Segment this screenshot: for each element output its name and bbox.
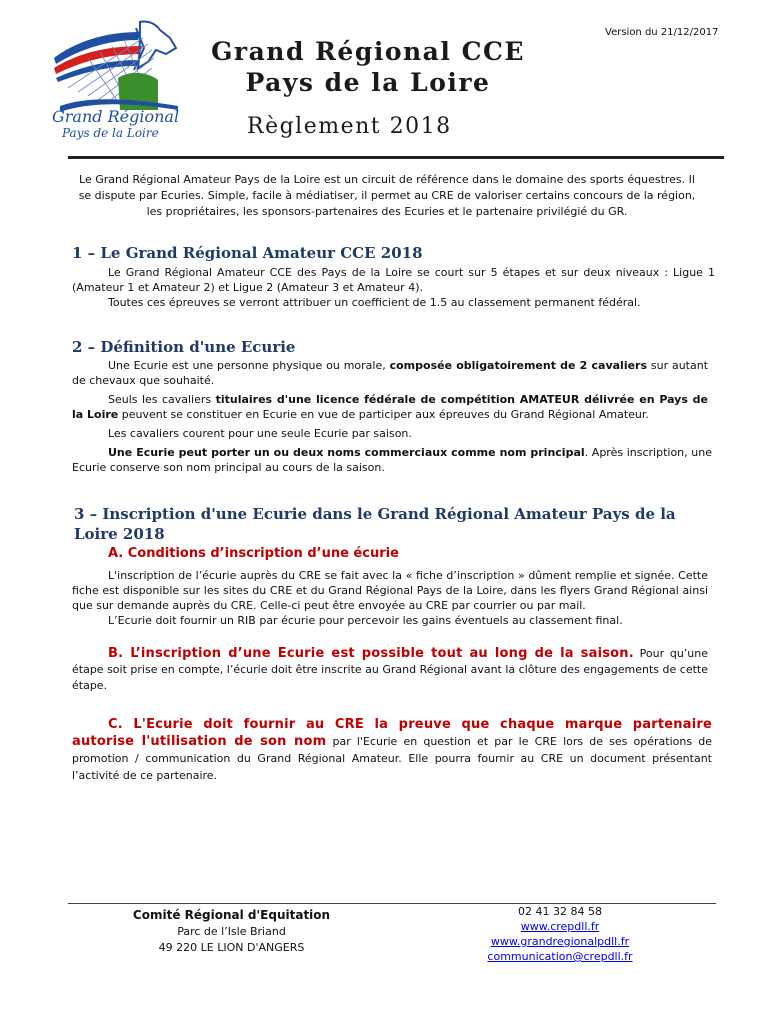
footer-email-link[interactable]: communication@crepdll.fr [487,950,633,963]
document-title [198,36,538,98]
footer-contact [460,904,660,964]
document-subtitle: Règlement 2018 [247,114,452,139]
section-3-heading: 3 – Inscription d'une Ecurie dans le Grand Régional Amateur Pays de la Loire 2018 [74,505,676,543]
section-2-heading: 2 – Définition d'une Ecurie [72,338,296,356]
footer-address-line-2: 49 220 LE LION D'ANGERS [158,941,305,954]
footer-org-name: Comité Régional d'Equitation [132,908,331,922]
version-date: Version du 21/12/2017 [605,27,719,38]
intro-paragraph: Le Grand Régional Amateur Pays de la Loire est un circuit de référence dans le domaine des sports équestres. Il se dispute par Ecuries. Simple, facile à médiatiser, il permet au CRE de valoriser certains concours de la région, les propriétaires, les sponsors-partenaires des Ecuries et le partenaire privilégié du GR. [78,173,696,218]
logo-text-line2: Pays de la Loire [62,126,159,140]
section-3a-paragraph-2: L’Ecurie doit fournir un RIB par écurie pour percevoir les gains éventuels au classement final. [108,614,623,627]
footer-link-grandregional[interactable]: www.grandregionalpdll.fr [490,935,630,948]
logo-text-line1: Grand Régional [52,107,180,126]
section-3c-paragraph: C. L'Ecurie doit fournir au CRE la preuve que chaque marque partenaire autorise l'utilisation de son nom par l'Ecurie en question et par le CRE lors de ses opérations de promotion / communication du Grand Régional Amateur. Elle pourra fournir au CRE un document présentant l’activité de ce partenaire. [72,717,713,782]
footer-address-line-1: Parc de l’Isle Briand [177,925,286,938]
footer-address [104,906,359,956]
section-2-paragraph-3: Les cavaliers courent pour une seule Ecurie par saison. [108,427,412,440]
section-2-paragraph-1: Une Ecurie est une personne physique ou morale, composée obligatoirement de 2 cavaliers sur autant de chevaux que souhaité. [72,359,709,387]
footer-phone: 02 41 32 84 58 [518,905,602,918]
title-line-1: Grand Régional CCE [211,37,525,66]
section-3b-paragraph: B. L’inscription d’une Ecurie est possible tout au long de la saison. Pour qu’une étape soit prise en compte, l’écurie doit être inscrite au Grand Régional avant la clôture des engagements de cette étape. [72,646,708,692]
section-3a-heading: A. Conditions d’inscription d’une écurie [108,546,399,561]
section-2-paragraph-2: Seuls les cavaliers titulaires d'une licence fédérale de compétition AMATEUR délivrée en Pays de la Loire peuvent se constituer en Ecurie en vue de participer aux épreuves du Grand Régional Amateur. [72,393,708,421]
section-1-heading: 1 – Le Grand Régional Amateur CCE 2018 [72,244,423,262]
grand-regional-logo [48,18,198,140]
section-1-paragraph-1: Le Grand Régional Amateur CCE des Pays de la Loire se court sur 5 étapes et sur deux niveaux : Ligue 1 (Amateur 1 et Amateur 2) et Ligue 2 (Amateur 3 et Amateur 4). [72,266,715,294]
footer-link-crepdll[interactable]: www.crepdll.fr [520,920,600,933]
title-line-2: Pays de la Loire [245,68,491,97]
header-divider [68,156,724,159]
section-3a-paragraph-1: L'inscription de l’écurie auprès du CRE se fait avec la « fiche d’inscription » dûment remplie et signée. Cette fiche est disponible sur les sites du CRE et du Grand Régional Pays de la Loire, dans les flyers Grand Régional ainsi que sur demande auprès du CRE. Celle-ci peut être envoyée au CRE par courrier ou par mail. [72,569,708,612]
section-2-paragraph-4: Une Ecurie peut porter un ou deux noms commerciaux comme nom principal. Après inscription, une Ecurie conserve son nom principal au cours de la saison. [72,446,712,474]
section-1-paragraph-2: Toutes ces épreuves se verront attribuer un coefficient de 1.5 au classement permanent fédéral. [108,296,641,309]
